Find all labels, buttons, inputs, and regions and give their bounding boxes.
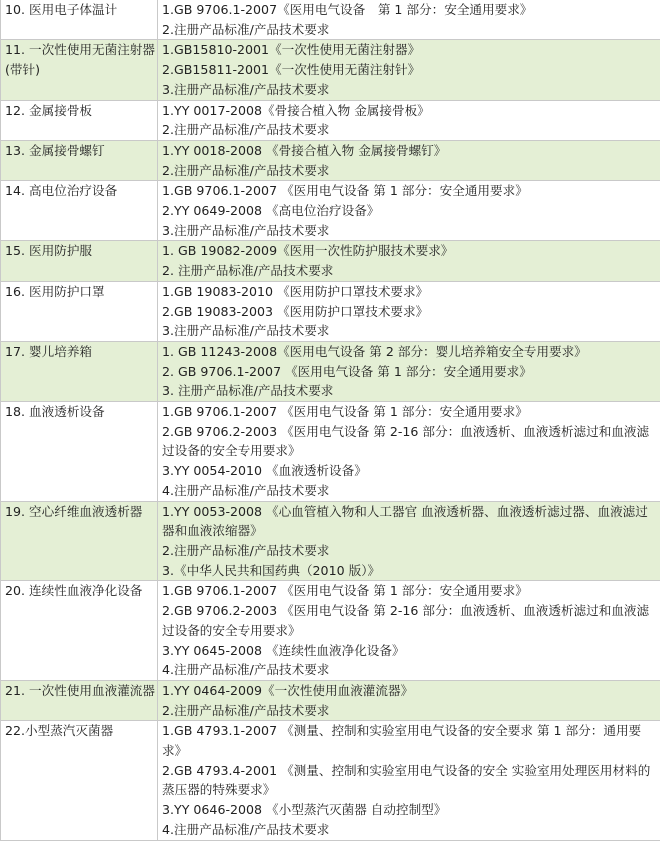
standard-line: 2.注册产品标准/产品技术要求 bbox=[162, 542, 330, 558]
table-row bbox=[1, 341, 660, 401]
standard-line: 1.GB 9706.1-2007 《医用电气设备 第 1 部分：安全通用要求》 bbox=[162, 583, 528, 599]
standard-line: 3.注册产品标准/产品技术要求 bbox=[162, 222, 330, 238]
table-row bbox=[1, 0, 660, 40]
standard-line: 4.注册产品标准/产品技术要求 bbox=[162, 662, 330, 678]
device-name-cell: 20. 连续性血液净化设备 bbox=[1, 581, 158, 681]
table-row bbox=[1, 100, 660, 140]
standards-cell bbox=[158, 281, 660, 341]
table-row bbox=[1, 501, 660, 581]
standard-line: 1.YY 0018-2008 《骨接合植入物 金属接骨螺钉》 bbox=[162, 142, 447, 158]
standards-cell bbox=[158, 40, 660, 100]
standards-table-body bbox=[1, 0, 660, 840]
device-name-cell: 17. 婴儿培养箱 bbox=[1, 341, 158, 401]
standard-line: 2.注册产品标准/产品技术要求 bbox=[162, 122, 330, 138]
standard-line: 3.注册产品标准/产品技术要求 bbox=[162, 81, 330, 97]
device-name-cell: 14. 高电位治疗设备 bbox=[1, 181, 158, 241]
standards-cell bbox=[158, 680, 660, 720]
standards-cell bbox=[158, 501, 660, 581]
standard-line: 2.GB 9706.2-2003 《医用电气设备 第 2-16 部分：血液透析、血液透析滤过和血液滤过设备的安全专用要求》 bbox=[162, 423, 650, 459]
table-row bbox=[1, 181, 660, 241]
standard-line: 1.GB 9706.1-2007 《医用电气设备 第 1 部分：安全通用要求》 bbox=[162, 404, 528, 420]
table-row bbox=[1, 402, 660, 502]
standard-line: 2.GB 19083-2003 《医用防护口罩技术要求》 bbox=[162, 303, 429, 319]
table-row bbox=[1, 40, 660, 100]
standard-line: 1.GB 19083-2010 《医用防护口罩技术要求》 bbox=[162, 283, 429, 299]
standard-line: 1.YY 0053-2008 《心血管植入物和人工器官 血液透析器、血液透析滤过器、血液滤过器和血液浓缩器》 bbox=[162, 503, 648, 539]
device-name-cell: 11. 一次性使用无菌注射器(带针) bbox=[1, 40, 158, 100]
standard-line: 1.GB 9706.1-2007 《医用电气设备 第 1 部分：安全通用要求》 bbox=[162, 183, 528, 199]
standards-cell bbox=[158, 140, 660, 180]
standard-line: 3.YY 0646-2008 《小型蒸汽灭菌器 自动控制型》 bbox=[162, 802, 447, 818]
table-row bbox=[1, 721, 660, 840]
standard-line: 2.注册产品标准/产品技术要求 bbox=[162, 702, 330, 718]
standards-cell bbox=[158, 341, 660, 401]
standard-line: 2.GB 4793.4-2001 《测量、控制和实验室用电气设备的安全 实验室用处理医用材料的蒸压器的特殊要求》 bbox=[162, 762, 651, 798]
standard-line: 3.注册产品标准/产品技术要求 bbox=[162, 323, 330, 339]
standards-cell bbox=[158, 402, 660, 502]
device-name-cell: 10. 医用电子体温计 bbox=[1, 0, 158, 40]
standard-line: 2.注册产品标准/产品技术要求 bbox=[162, 21, 330, 37]
standards-cell bbox=[158, 581, 660, 681]
device-name-cell: 13. 金属接骨螺钉 bbox=[1, 140, 158, 180]
device-name-cell: 19. 空心纤维血液透析器 bbox=[1, 501, 158, 581]
standard-line: 3.《中华人民共和国药典（2010 版）》 bbox=[162, 562, 381, 578]
standard-line: 1.GB15810-2001《一次性使用无菌注射器》 bbox=[162, 42, 421, 58]
standards-cell bbox=[158, 0, 660, 40]
standard-line: 2.YY 0649-2008 《高电位治疗设备》 bbox=[162, 203, 380, 219]
standard-line: 2. 注册产品标准/产品技术要求 bbox=[162, 263, 334, 279]
standard-line: 2.GB 9706.2-2003 《医用电气设备 第 2-16 部分：血液透析、血液透析滤过和血液滤过设备的安全专用要求》 bbox=[162, 603, 650, 638]
standards-cell bbox=[158, 241, 660, 281]
table-row bbox=[1, 241, 660, 281]
device-name-cell: 21. 一次性使用血液灌流器 bbox=[1, 680, 158, 720]
standard-line: 1. GB 19082-2009《医用一次性防护服技术要求》 bbox=[162, 243, 454, 259]
standard-line: 2.注册产品标准/产品技术要求 bbox=[162, 162, 330, 178]
standard-line: 1.YY 0464-2009《一次性使用血液灌流器》 bbox=[162, 682, 414, 698]
device-name-cell: 22.小型蒸汽灭菌器 bbox=[1, 721, 158, 840]
standard-line: 4.注册产品标准/产品技术要求 bbox=[162, 482, 330, 498]
standard-line: 1.YY 0017-2008《骨接合植入物 金属接骨板》 bbox=[162, 102, 430, 118]
standard-line: 3.YY 0645-2008 《连续性血液净化设备》 bbox=[162, 642, 405, 658]
table-row bbox=[1, 140, 660, 180]
standards-cell bbox=[158, 721, 660, 840]
standards-cell bbox=[158, 181, 660, 241]
standard-line: 1.GB 9706.1-2007《医用电气设备 第 1 部分：安全通用要求》 bbox=[162, 2, 533, 17]
table-row bbox=[1, 680, 660, 720]
standard-line: 4.注册产品标准/产品技术要求 bbox=[162, 821, 330, 837]
standard-line: 3. 注册产品标准/产品技术要求 bbox=[162, 383, 334, 399]
table-row bbox=[1, 581, 660, 681]
standard-line: 3.YY 0054-2010 《血液透析设备》 bbox=[162, 463, 367, 479]
device-name-cell: 16. 医用防护口罩 bbox=[1, 281, 158, 341]
standard-line: 1. GB 11243-2008《医用电气设备 第 2 部分：婴儿培养箱安全专用要求》 bbox=[162, 343, 587, 359]
standard-line: 2.GB15811-2001《一次性使用无菌注射针》 bbox=[162, 62, 421, 78]
table-row bbox=[1, 281, 660, 341]
device-name-cell: 12. 金属接骨板 bbox=[1, 100, 158, 140]
device-name-cell: 15. 医用防护服 bbox=[1, 241, 158, 281]
standard-line: 1.GB 4793.1-2007 《测量、控制和实验室用电气设备的安全要求 第 1 部分：通用要求》 bbox=[162, 723, 642, 759]
standard-line: 2. GB 9706.1-2007 《医用电气设备 第 1 部分：安全通用要求》 bbox=[162, 363, 532, 379]
device-name-cell: 18. 血液透析设备 bbox=[1, 402, 158, 502]
standards-cell bbox=[158, 100, 660, 140]
